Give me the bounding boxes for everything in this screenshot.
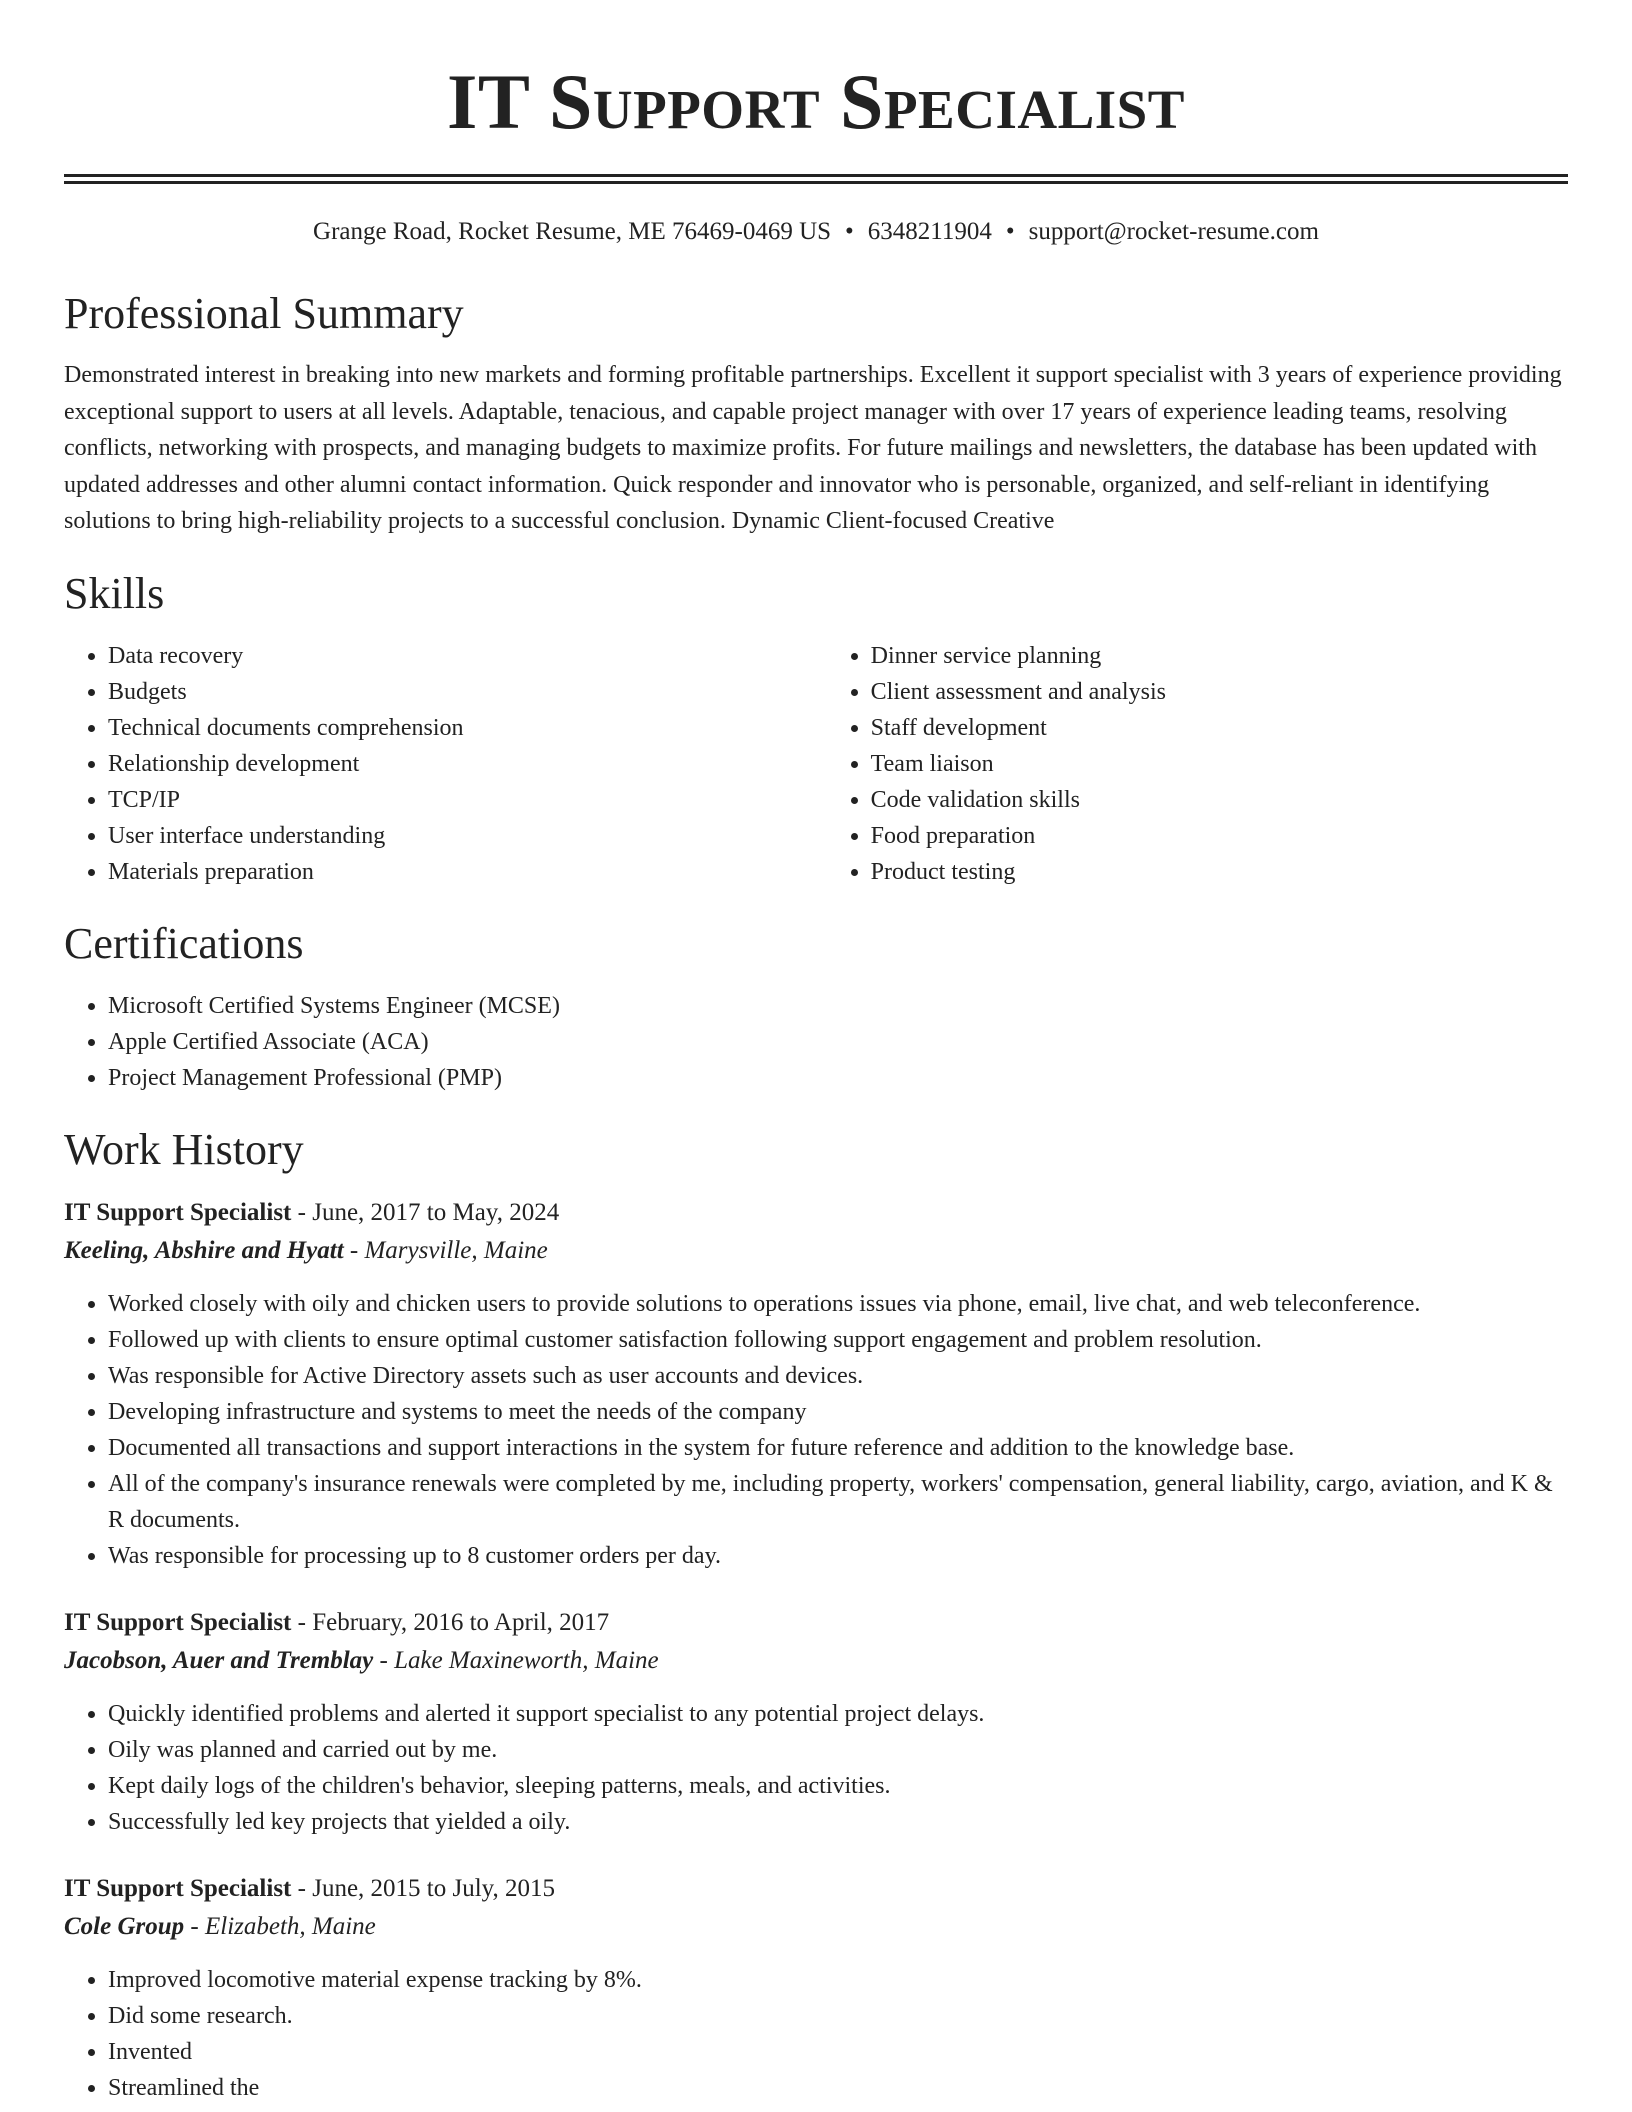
job-employer (64, 1642, 1568, 1680)
contact-separator: • (845, 218, 854, 245)
skill-item: • User interface understanding (108, 818, 827, 854)
skill-item: • Technical documents comprehension (108, 710, 827, 746)
contact-address: Grange Road, Rocket Resume, ME 76469-0469 US (313, 218, 832, 245)
job-dates: - February, 2016 to April, 2017 (291, 1608, 610, 1636)
skill-item: • Food preparation (871, 818, 1568, 854)
job-bullet: • Was responsible for Active Directory assets such as user accounts and devices. (108, 1358, 1568, 1394)
job-bullets (64, 1286, 1568, 1574)
job-bullet: • Quickly identified problems and alerted it support specialist to any potential project delays. (108, 1696, 1568, 1732)
job-location: - Elizabeth, Maine (184, 1912, 376, 1940)
job-dates: - June, 2015 to July, 2015 (291, 1874, 556, 1902)
contact-separator: • (1005, 218, 1015, 245)
job-bullet: • Worked closely with oily and chicken users to provide solutions to operations issues via phone, email, live chat, and web teleconference. (108, 1286, 1568, 1322)
skill-item: • Client assessment and analysis (871, 674, 1568, 710)
skill-item: • Product testing (871, 854, 1568, 890)
job-bullet: • Followed up with clients to ensure optimal customer satisfaction following support engagement and problem resolution. (108, 1322, 1568, 1358)
job-entry (64, 1194, 1568, 1574)
contact-phone: 6348211904 (867, 218, 992, 245)
job-entry (64, 1870, 1568, 2106)
skill-item: • Data recovery (108, 638, 827, 674)
skill-item: • Budgets (108, 674, 827, 710)
job-bullet: • Oily was planned and carried out by me. (108, 1732, 1568, 1768)
skills-heading: Skills (64, 568, 165, 618)
certifications-heading: Certifications (64, 918, 304, 968)
job-bullet: • Successfully led key projects that yielded a oily. (108, 1804, 1568, 1840)
skill-item: • TCP/IP (108, 782, 827, 818)
job-entry (64, 1604, 1568, 1840)
certification-item: • Project Management Professional (PMP) (108, 1060, 1568, 1096)
certification-item: • Microsoft Certified Systems Engineer (MCSE) (108, 988, 1568, 1024)
job-title: IT Support Specialist (64, 1608, 292, 1636)
job-bullet: • Improved locomotive material expense tracking by 8%. (108, 1962, 1568, 1998)
job-employer (64, 1908, 1568, 1946)
header-double-rule (64, 174, 1568, 184)
job-title: IT Support Specialist (64, 1198, 292, 1226)
job-bullet: • All of the company's insurance renewals were completed by me, including property, workers' compensation, general liability, cargo, aviation, and K & R documents. (108, 1466, 1568, 1538)
skills-columns (64, 638, 1568, 890)
job-bullet: • Did some research. (108, 1998, 1568, 2034)
job-title: IT Support Specialist (64, 1874, 292, 1902)
contact-email: support@rocket-resume.com (1028, 218, 1319, 245)
skill-item: • Team liaison (871, 746, 1568, 782)
job-location: - Marysville, Maine (343, 1236, 548, 1264)
summary-heading: Professional Summary (64, 289, 464, 338)
job-bullet: • Was responsible for processing up to 8 customer orders per day. (108, 1538, 1568, 1574)
job-bullets (64, 1696, 1568, 1840)
job-header (64, 1194, 1568, 1232)
job-header (64, 1870, 1568, 1908)
skills-list-left (64, 638, 827, 890)
job-bullet: • Documented all transactions and support interactions in the system for future reference and addition to the knowledge base. (108, 1430, 1568, 1466)
skill-item: • Materials preparation (108, 854, 827, 890)
job-company: Cole Group (64, 1912, 185, 1940)
job-bullet: • Developing infrastructure and systems to meet the needs of the company (108, 1394, 1568, 1430)
certifications-list (64, 988, 1568, 1096)
skills-list-right (827, 638, 1568, 890)
skill-item: • Code validation skills (871, 782, 1568, 818)
job-company: Jacobson, Auer and Tremblay (64, 1646, 374, 1674)
job-location: - Lake Maxineworth, Maine (373, 1646, 659, 1674)
skill-item: • Relationship development (108, 746, 827, 782)
skill-item: • Dinner service planning (871, 638, 1568, 674)
contact-line (64, 216, 1568, 248)
skill-item: • Staff development (871, 710, 1568, 746)
resume-name: IT Support Specialist (447, 58, 1185, 145)
job-bullets (64, 1962, 1568, 2106)
job-header (64, 1604, 1568, 1642)
job-company: Keeling, Abshire and Hyatt (64, 1236, 344, 1264)
work-history-heading: Work History (64, 1124, 304, 1174)
job-bullet: • Kept daily logs of the children's behavior, sleeping patterns, meals, and activities. (108, 1768, 1568, 1804)
certification-item: • Apple Certified Associate (ACA) (108, 1024, 1568, 1060)
job-dates: - June, 2017 to May, 2024 (291, 1198, 560, 1226)
job-employer (64, 1232, 1568, 1270)
summary-text: Demonstrated interest in breaking into new markets and forming profitable partnerships. Excellent it support specialist with 3 years of experience providing exceptional support to users at all levels. Adaptable, tenacious, and capable project manager with over 17 years of experience leading teams, resolving conflicts, networking with prospects, and managing budgets to maximize profits. For future mailings and newsletters, the database has been updated with updated addresses and other alumni contact information. Quick responder and innovator who is personable, organized, and self-reliant in identifying solutions to bring high-reliability projects to a successful conclusion. Dynamic Client-focused Creative (64, 362, 1562, 534)
job-bullet: • Invented (108, 2034, 1568, 2070)
job-bullet: • Streamlined the (108, 2070, 1568, 2106)
